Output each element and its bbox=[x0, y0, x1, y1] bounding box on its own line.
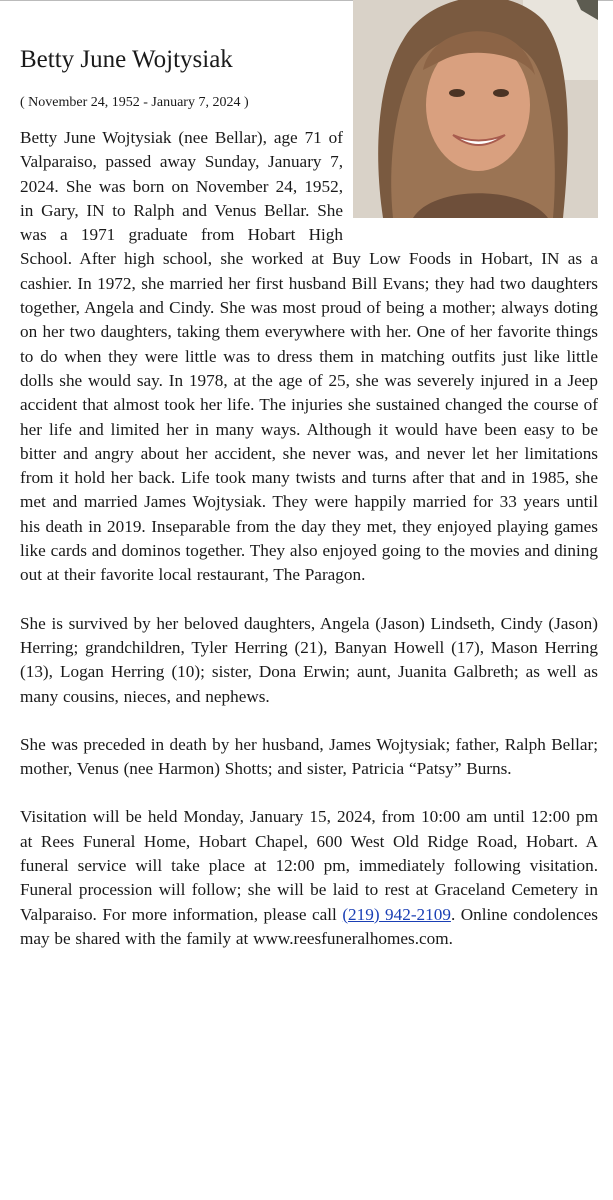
paragraph-spacer bbox=[20, 588, 598, 612]
preceded-paragraph: She was preceded in death by her husband, James Wojtysiak; father, Ralph Bellar; mother, Venus (nee Harmon) Shotts; and sister, Patricia “Patsy” Burns. bbox=[20, 734, 598, 779]
biography-paragraph: Betty June Wojtysiak (nee Bellar), age 71 of Valparaiso, passed away Sunday, January 7, 2024. She was born on November 24, 1952, in Gary, IN to Ralph and Venus Bellar. She was a 1971 graduate from Hobart High School. After high school, she worked at Buy Low Foods in Hobart, IN as a cashier. In 1972, she married her first husband Bill Evans; they had two daughters together, Angela and Cindy. She was most proud of being a mother; always doting on her two daughters, taking them everywhere with her. One of her favorite things to do when they were little was to dress them in matching outfits just like little dolls she would say. In 1978, at the age of 25, she was severely injured in a Jeep accident that almost took her life. The injuries she sustained changed the course of her life and limited her in many ways. Although it would have been easy to be bitter and angry about her accident, she never was, and never let her limitations from it hold her back. Life took many twists and turns after that and in 1985, she met and married James Wojtysiak. They were happily married for 33 years until his death in 2019. Inseparable from the day they met, they enjoyed playing games like cards and dominos together. They also enjoyed going to the movies and dining out at their favorite local restaurant, The Paragon. bbox=[20, 128, 598, 585]
paragraph-spacer bbox=[20, 709, 598, 733]
portrait-illustration bbox=[353, 0, 598, 218]
life-dates: ( November 24, 1952 - January 7, 2024 ) bbox=[20, 95, 249, 110]
survivors-paragraph: She is survived by her beloved daughters, Angela (Jason) Lindseth, Cindy (Jason) Herring; grandchildren, Tyler Herring (21), Banyan Howell (17), Mason Herring (13), Logan Herring (10); sister, Dona Erwin; aunt, Juanita Galbreth; as well as many cousins, nieces, and nephews. bbox=[20, 613, 598, 706]
paragraph-spacer bbox=[20, 781, 598, 805]
services-text-start: Visitation will be held Monday, January 15, 2024, from 10:00 am until 12:00 pm at Rees Funeral Home, Hobart Chapel, 600 West Old Ridge Road, Hobart. A funeral service will take place at 12:00 pm, immediately following visitation. Funeral procession will follow; she will be laid to rest at Graceland Cemetery in Valparaiso. For more information, please call bbox=[20, 807, 598, 924]
obituary-article bbox=[20, 40, 598, 951]
phone-link[interactable]: (219) 942-2109 bbox=[342, 904, 451, 924]
obituary-title: Betty June Wojtysiak bbox=[20, 46, 233, 73]
services-text-end: . Online condolences may be shared with the family at www.reesfuneralhomes.com. bbox=[20, 904, 598, 948]
portrait-photo bbox=[353, 0, 598, 218]
services-paragraph bbox=[20, 805, 598, 951]
